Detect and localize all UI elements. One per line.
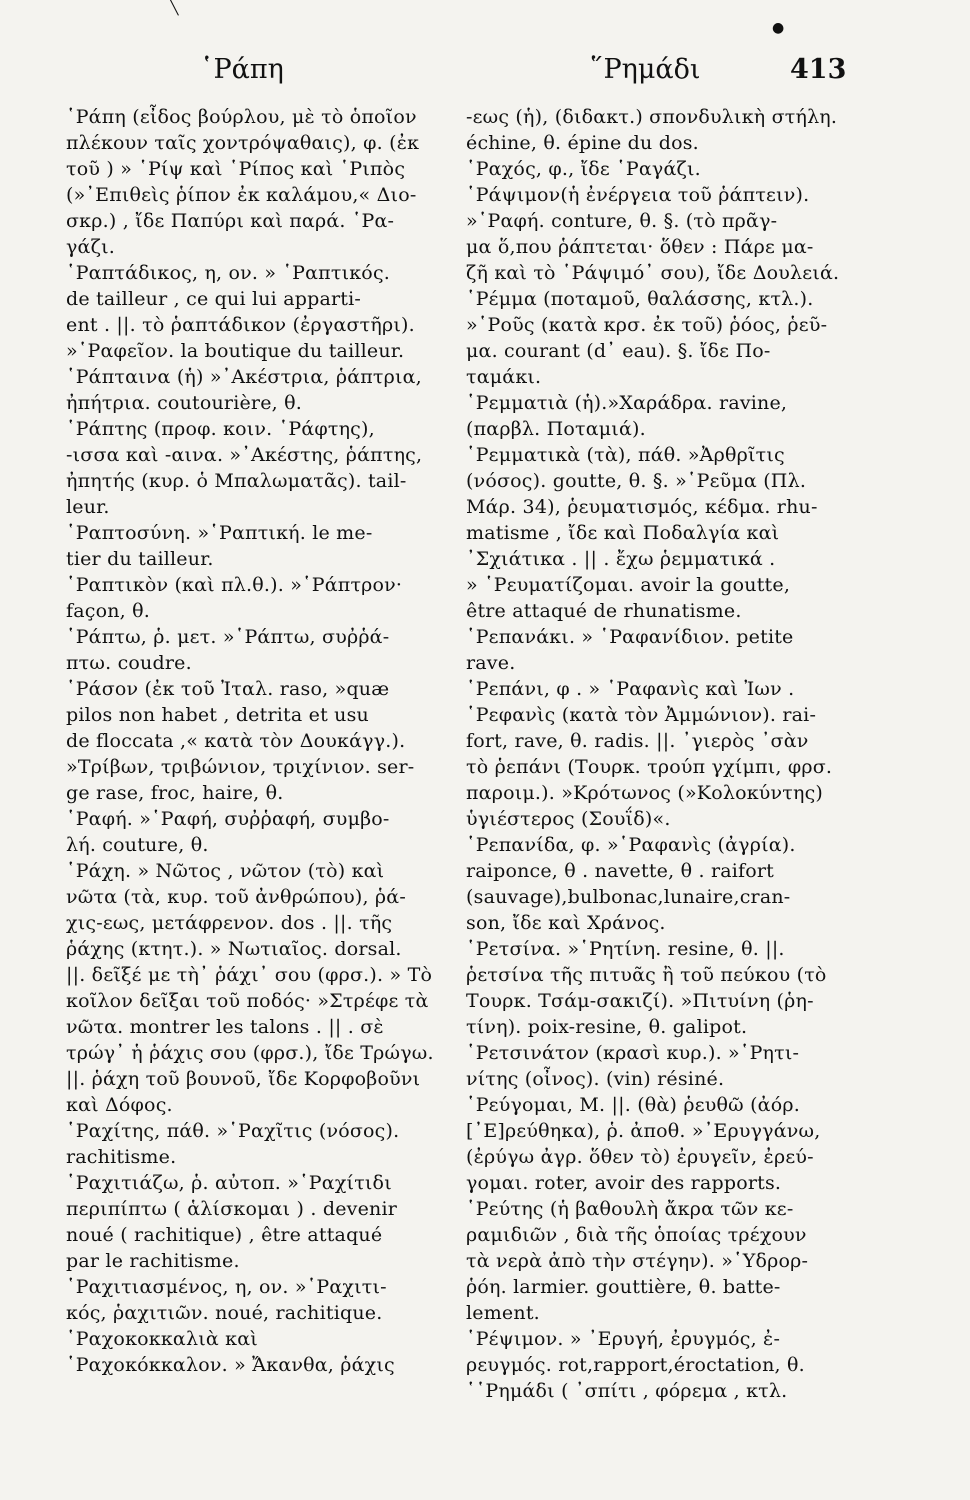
text-line: façon, θ.	[66, 600, 151, 622]
text-line: πλέκουν ταῖς χοντρόψαθαις), φ. (ἐκ	[66, 132, 420, 154]
text-line: ῾Ρέψιμον. » ᾿Ερυγή, ἐρυγμός, ἐ-	[466, 1328, 781, 1350]
text-line: ῾Ρεμματικὰ (τὰ), πάθ. »Ἀρθρῖτις	[466, 444, 785, 466]
text-line: Μάρ. 34), ῥευματισμός, κέδμα. rhu-	[466, 496, 818, 518]
text-line: πτω. coudre.	[66, 652, 192, 674]
text-line: ῾Ραφή. »῾Ραφή, συῤῥαφή, συμβο-	[66, 808, 390, 830]
text-line: ῾Ραπτοσύνη. »῾Ραπτική. le me-	[66, 522, 373, 544]
text-line: leur.	[66, 496, 110, 518]
text-line: ρευγμός. rot,rapport,éroctation, θ.	[466, 1354, 805, 1376]
text-line: ῾Ρετσίνα. »῾Ρητίνη. resine, θ. ||.	[466, 938, 785, 960]
text-line: ῾Ρεφανὶς (κατὰ τὸν Ἀμμώνιον). rai-	[466, 704, 817, 726]
text-line: νῶτα (τὰ, κυρ. τοῦ ἀνθρώπου), ῥά-	[66, 886, 406, 908]
text-line: ῾Ρέμμα (ποταμοῦ, θαλάσσης, κτλ.).	[466, 288, 814, 310]
text-line: de tailleur , ce qui lui apparti-	[66, 288, 361, 310]
text-line: ῾Ρεπάνι, φ . » ῾Ραφανὶς καὶ Ἰων .	[466, 678, 795, 700]
text-line: ῾Ραχιτιάζω, ῥ. αὐτοπ. »῾Ραχίτιδι	[66, 1172, 392, 1194]
text-line: τὰ νερὰ ἀπὸ τὴν στέγην). »῾Υδρορ-	[466, 1250, 809, 1272]
text-line: rave.	[466, 652, 516, 674]
text-line: de floccata ,« κατὰ τὸν Δουκάγγ.).	[66, 730, 406, 752]
text-line: pilos non habet , detrita et usu	[66, 704, 369, 726]
text-line: ζῆ καὶ τὸ ῾Ράψιμό᾿ σου), ἴδε Δουλειά.	[466, 262, 840, 284]
text-line: ῥάχης (κτητ.). » Νωτιαῖος. dorsal.	[66, 938, 402, 960]
text-line: ῾Ραχίτης, πάθ. »῾Ραχῖτις (νόσος).	[66, 1120, 400, 1142]
text-line: lement.	[466, 1302, 540, 1324]
text-line: μα ὅ,που ῥάπτεται· ὅθεν : Πάρε μα-	[466, 236, 814, 258]
text-line: »Τρίβων, τριβώνιον, τριχίνιον. ser-	[66, 756, 415, 778]
text-line: ραμιδιῶν , διὰ τῆς ὁποίας τρέχουν	[466, 1224, 807, 1246]
text-line: échine, θ. épine du dos.	[466, 132, 699, 154]
text-line: ῾῾Ρημάδι ( ᾿σπίτι , φόρεμα , κτλ.	[466, 1380, 788, 1402]
text-line: ἠπητής (κυρ. ὁ Μπαλωματᾶς). tail-	[66, 470, 407, 492]
text-line: ῾Ράσον (ἐκ τοῦ Ἰταλ. raso, »quæ	[66, 678, 390, 700]
text-line: ῾Ράπταινα (ἡ) »᾿Ακέστρια, ῥάπτρια,	[66, 366, 422, 388]
text-line: être attaqué de rhunatisme.	[466, 600, 742, 622]
text-line: fort, rave, θ. radis. ||. ᾿γιερὸς ᾿σὰν	[466, 730, 809, 752]
text-line: » ῾Ρευματίζομαι. avoir la goutte,	[466, 574, 791, 596]
text-line: παροιμ.). »Κρότωνος (»Κολοκύντης)	[466, 782, 824, 804]
text-line: σκρ.) , ἴδε Παπύρι καὶ παρά. ῾Ρα-	[66, 210, 395, 232]
corner-dot: ●	[772, 20, 785, 36]
page-number: 413	[790, 54, 847, 85]
text-line: (ἐρύγω ἀγρ. ὅθεν τὸ) ἐρυγεῖν, ἐρεύ-	[466, 1146, 814, 1168]
text-line: -ισσα καὶ -αινα. »᾿Ακέστης, ῥάπτης,	[66, 444, 423, 466]
text-line: raiponce, θ . navette, θ . raifort	[466, 860, 775, 882]
text-line: ταμάκι.	[466, 366, 542, 388]
text-line: ῾Ραπτάδικος, η, ον. » ῾Ραπτικός.	[66, 262, 391, 284]
text-line: ῾Ρεύγομαι, Μ. ||. (θὰ) ῥευθῶ (ἀόρ.	[466, 1094, 800, 1116]
text-line: ῾Ραχιτιασμένος, η, ον. »῾Ραχιτι-	[66, 1276, 387, 1298]
text-line: ᾿Σχιάτικα . || . ἔχω ῥεμματικά .	[466, 548, 776, 570]
text-line: ῾Ρεπανίδα, φ. »῾Ραφανὶς (ἀγρία).	[466, 834, 796, 856]
text-line: κοῖλον δεῖξαι τοῦ ποδός· »Στρέφε τὰ	[66, 990, 429, 1012]
text-line: ent . ||. τὸ ῥαπτάδικον (ἐργαστῆρι).	[66, 314, 415, 336]
text-line: τρώγ᾿ ἡ ῥάχις σου (φρσ.), ἴδε Τρώγω.	[66, 1042, 434, 1064]
text-line: »῾Ραφή. conture, θ. §. (τὸ πρᾶγ-	[466, 210, 778, 232]
text-line: ge rase, froc, haire, θ.	[66, 782, 284, 804]
text-line: λή. couture, θ.	[66, 834, 209, 856]
text-line: (νόσος). goutte, θ. §. »῾Ρεῦμα (Πλ.	[466, 470, 807, 492]
corner-mark: ╲	[170, 0, 179, 16]
text-line: ῾Ραχοκοκκαλιὰ καὶ	[66, 1328, 258, 1350]
text-line: (sauvage),bulbonac,lunaire,cran-	[466, 886, 791, 908]
text-line: τίνη). poix-resine, θ. galipot.	[466, 1016, 748, 1038]
text-line: [᾿Ε]ρεύθηκα), ῥ. ἀποθ. »᾿Ερυγγάνω,	[466, 1120, 821, 1142]
text-line: ῾Ρεμματιὰ (ἡ).»Χαράδρα. ravine,	[466, 392, 788, 414]
text-line: ῾Ράψιμον(ἡ ἐνέργεια τοῦ ῥάπτειν).	[466, 184, 810, 206]
text-line: rachitisme.	[66, 1146, 177, 1168]
text-line: περιπίπτω ( ἁλίσκομαι ) . devenir	[66, 1198, 398, 1220]
text-line: ἠπήτρια. coutourière, θ.	[66, 392, 303, 414]
text-line: ῾Ράχη. » Νῶτος , νῶτον (τὸ) καὶ	[66, 860, 385, 882]
text-line: tier du tailleur.	[66, 548, 214, 570]
text-line: ὑγιέστερος (Σουΐδ)«.	[466, 808, 671, 830]
text-line: γάζι.	[66, 236, 115, 258]
text-line: (»᾿Επιθεὶς ῥίπον ἐκ καλάμου,« Διο-	[66, 184, 417, 206]
text-line: ||. δεῖξέ με τὴ᾿ ῥάχι᾿ σου (φρσ.). » Τὸ	[66, 964, 433, 986]
left-column	[66, 104, 446, 1378]
text-line: γομαι. roter, avoir des rapports.	[466, 1172, 782, 1194]
text-line: ῾Ραπτικὸν (καὶ πλ.θ.). »῾Ράπτρον·	[66, 574, 403, 596]
running-head-right: ῞Ρημάδι	[590, 54, 701, 85]
text-line: noué ( rachitique) , être attaqué	[66, 1224, 383, 1246]
text-line: ῾Ράπη (εἶδος βούρλου, μὲ τὸ ὁποῖον	[66, 106, 417, 128]
text-line: -εως (ἡ), (διδακτ.) σπονδυλικὴ στήλη.	[466, 106, 838, 128]
text-line: μα. courant (d᾿ eau). §. ἴδε Πο-	[466, 340, 771, 362]
text-line: (παρβλ. Ποταμιά).	[466, 418, 646, 440]
text-line: par le rachitisme.	[66, 1250, 240, 1272]
text-line: χις-εως, μετάφρενον. dos . ||. τῆς	[66, 912, 393, 934]
text-line: ῾Ραχός, φ., ἴδε ῾Ραγάζι.	[466, 158, 701, 180]
text-line: τοῦ ) » ῾Ρίψ καὶ ῾Ρίπος καὶ ῾Ριπὸς	[66, 158, 406, 180]
text-line: »῾Ροῦς (κατὰ κρσ. ἐκ τοῦ) ῥόος, ῥεῦ-	[466, 314, 828, 336]
text-line: ῥόη. larmier. gouttière, θ. batte-	[466, 1276, 781, 1298]
right-column	[466, 104, 864, 1404]
text-line: ῾Ράπτης (προφ. κοιν. ῾Ράφτης),	[66, 418, 375, 440]
text-line: νίτης (οἶνος). (vin) résiné.	[466, 1068, 725, 1090]
text-line: τὸ ῥεπάνι (Τουρκ. τρούπ γχίμπι, φρσ.	[466, 756, 833, 778]
text-line: matisme , ἴδε καὶ Ποδαλγία καὶ	[466, 522, 780, 544]
text-line: ῾Ρεύτης (ἡ βαθουλὴ ἄκρα τῶν κε-	[466, 1198, 794, 1220]
text-line: ῥετσίνα τῆς πιτυᾶς ἢ τοῦ πεύκου (τὸ	[466, 964, 827, 986]
text-line: Τουρκ. Τσάμ-σακιζί). »Πιτυίνη (ῥη-	[466, 990, 814, 1012]
running-head-left: ῾Ράπη	[200, 54, 284, 85]
text-line: ῾Ραχοκόκκαλον. » Ἄκανθα, ῥάχις	[66, 1354, 395, 1376]
text-line: »῾Ραφεῖον. la boutique du tailleur.	[66, 340, 405, 362]
text-line: son, ἴδε καὶ Χράνος.	[466, 912, 666, 934]
text-line: ῾Ράπτω, ῥ. μετ. »῾Ράπτω, συῤῥά-	[66, 626, 390, 648]
text-line: νῶτα. montrer les talons . || . σὲ	[66, 1016, 384, 1038]
text-line: ῾Ρετσινάτον (κρασὶ κυρ.). »῾Ρητι-	[466, 1042, 800, 1064]
text-line: καὶ Δόφος.	[66, 1094, 173, 1116]
text-line: κός, ῥαχιτιῶν. noué, rachitique.	[66, 1302, 383, 1324]
text-line: ||. ῥάχη τοῦ βουνοῦ, ἴδε Κορφοβοῦνι	[66, 1068, 421, 1090]
text-line: ῾Ρεπανάκι. » ῾Ραφανίδιον. petite	[466, 626, 794, 648]
